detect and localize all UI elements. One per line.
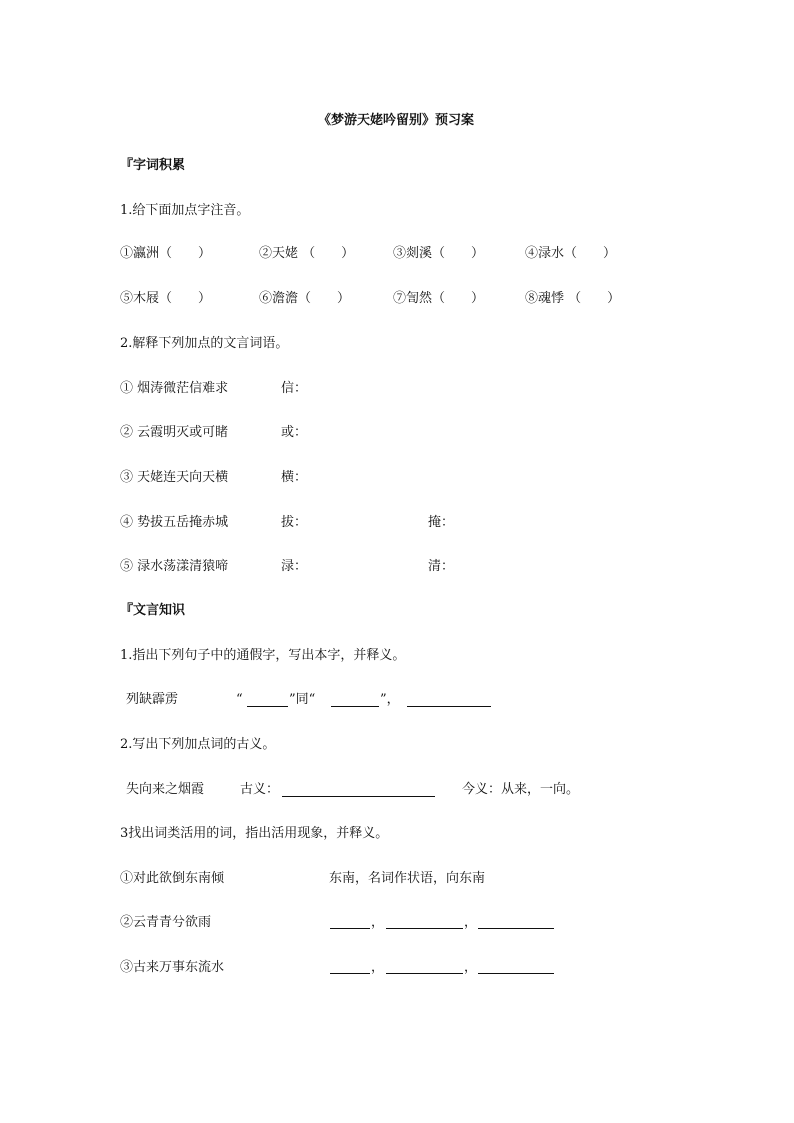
interchangeable-same-as: ”同“ <box>289 692 316 707</box>
explain-word-1: 信： <box>281 381 308 396</box>
word-class-3-comma-2: ， <box>464 960 478 975</box>
explain-word-3: 横： <box>281 470 308 485</box>
word-class-3-blank-2[interactable] <box>386 973 463 974</box>
explain-word-5b: 清： <box>428 559 455 574</box>
ancient-meaning-blank[interactable] <box>282 796 435 797</box>
section-heading-classical-knowledge: 『文言知识 <box>120 603 186 618</box>
explain-sentence-1: ① 烟涛微茫信难求 <box>120 381 229 396</box>
word-class-sentence-3: ③古来万事东流水 <box>120 960 225 975</box>
pinyin-item-1: ①瀛洲（ ） <box>120 246 212 261</box>
interchangeable-sentence: 列缺霹雳 <box>126 692 179 707</box>
word-class-3-blank-3[interactable] <box>478 973 554 974</box>
interchangeable-blank-3[interactable] <box>407 706 491 707</box>
explain-word-2: 或： <box>281 425 308 440</box>
pinyin-item-7: ⑦訇然（ ） <box>393 291 485 306</box>
ancient-meaning-sentence: 失向来之烟霞 <box>126 782 205 797</box>
word-class-2-comma-2: ， <box>464 915 478 930</box>
explain-word-4a: 拔： <box>281 515 308 530</box>
interchangeable-quote-close: ”， <box>380 692 400 707</box>
word-class-3-comma-1: ， <box>371 960 385 975</box>
word-class-2-comma-1: ， <box>371 915 385 930</box>
word-class-answer-1: 东南，名词作状语，向东南 <box>329 871 486 886</box>
explain-sentence-5: ⑤ 渌水荡漾清猿啼 <box>120 559 229 574</box>
explain-sentence-4: ④ 势拔五岳掩赤城 <box>120 515 229 530</box>
explain-sentence-2: ② 云霞明灭或可睹 <box>120 425 229 440</box>
word-class-sentence-2: ②云青青兮欲雨 <box>120 915 212 930</box>
explain-word-4b: 掩： <box>428 515 455 530</box>
pinyin-item-4: ④渌水（ ） <box>525 246 617 261</box>
pinyin-item-8: ⑧魂悸 （ ） <box>525 291 621 306</box>
pinyin-item-6: ⑥澹澹（ ） <box>259 291 351 306</box>
question-1-prompt: 1.给下面加点字注音。 <box>120 203 250 218</box>
interchangeable-quote-open: “ <box>236 692 243 707</box>
question-s2-3-prompt: 3找出词类活用的词，指出活用现象，并释义。 <box>120 826 389 841</box>
word-class-3-blank-1[interactable] <box>330 973 370 974</box>
page-title: 《梦游天姥吟留别》预习案 <box>318 113 475 128</box>
pinyin-item-5: ⑤木屐（ ） <box>120 291 212 306</box>
explain-word-5a: 渌： <box>281 559 308 574</box>
interchangeable-blank-1[interactable] <box>247 706 288 707</box>
word-class-2-blank-2[interactable] <box>386 928 463 929</box>
ancient-meaning-label: 古义： <box>240 782 280 797</box>
word-class-sentence-1: ①对此欲倒东南倾 <box>120 871 225 886</box>
question-2-prompt: 2.解释下列加点的文言词语。 <box>120 336 289 351</box>
pinyin-item-3: ③剡溪（ ） <box>393 246 485 261</box>
modern-meaning: 今义：从来，一向。 <box>462 782 580 797</box>
interchangeable-blank-2[interactable] <box>331 706 379 707</box>
word-class-2-blank-3[interactable] <box>478 928 554 929</box>
question-s2-1-prompt: 1.指出下列句子中的通假字，写出本字，并释义。 <box>120 648 406 663</box>
section-heading-vocabulary: 『字词积累 <box>120 158 186 173</box>
question-s2-2-prompt: 2.写出下列加点词的古义。 <box>120 737 276 752</box>
explain-sentence-3: ③ 天姥连天向天横 <box>120 470 229 485</box>
pinyin-item-2: ②天姥 （ ） <box>259 246 355 261</box>
word-class-2-blank-1[interactable] <box>330 928 370 929</box>
